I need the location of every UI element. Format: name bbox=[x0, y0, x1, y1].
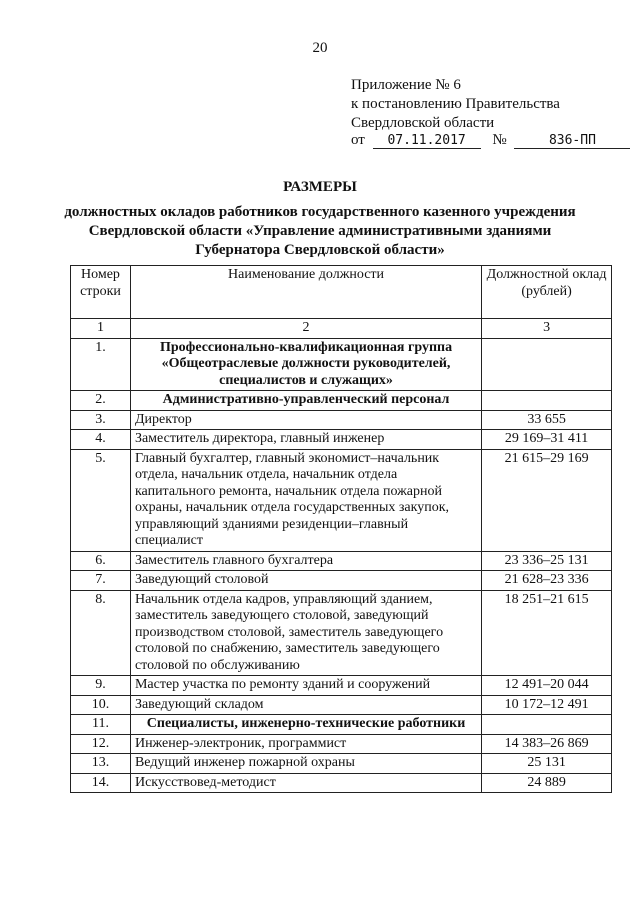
table-row bbox=[71, 430, 612, 450]
column-index-3: 3 bbox=[482, 319, 612, 339]
title-line-3: Свердловской области «Управление административными зданиями bbox=[88, 223, 552, 239]
row-number: 1. bbox=[71, 338, 131, 391]
salary-value: 21 628–23 336 bbox=[482, 571, 612, 591]
row-number: 2. bbox=[71, 391, 131, 411]
position-name: Заместитель главного бухгалтера bbox=[130, 551, 481, 571]
row-number: 14. bbox=[71, 773, 131, 793]
table-header-row bbox=[71, 266, 612, 319]
table-row bbox=[71, 410, 612, 430]
table-row bbox=[71, 773, 612, 793]
position-name: Заместитель директора, главный инженер bbox=[130, 430, 481, 450]
number-sign: № bbox=[492, 132, 507, 148]
salary-value: 10 172–12 491 bbox=[482, 695, 612, 715]
position-name: Ведущий инженер пожарной охраны bbox=[130, 754, 481, 774]
column-index-1: 1 bbox=[71, 319, 131, 339]
page-number: 20 bbox=[312, 40, 328, 56]
row-number: 11. bbox=[71, 715, 131, 735]
position-name: Директор bbox=[130, 410, 481, 430]
position-name: Заведующий столовой bbox=[130, 571, 481, 591]
appendix-line-2: к постановлению Правительства bbox=[351, 96, 560, 112]
title-line-2: должностных окладов работников государственного казенного учреждения bbox=[64, 204, 576, 220]
appendix-block bbox=[351, 76, 560, 133]
column-index-row bbox=[71, 319, 612, 339]
column-index-2: 2 bbox=[130, 319, 481, 339]
salary-value bbox=[482, 715, 612, 735]
table-row bbox=[71, 571, 612, 591]
from-label: от bbox=[351, 132, 365, 148]
salary-value: 21 615–29 169 bbox=[482, 449, 612, 551]
position-name: Искусствовед-методист bbox=[130, 773, 481, 793]
row-number: 12. bbox=[71, 734, 131, 754]
table-row bbox=[71, 734, 612, 754]
table-row bbox=[71, 754, 612, 774]
position-name: Инженер-электроник, программист bbox=[130, 734, 481, 754]
group-heading: Профессионально-квалификационная группа «Общеотраслевые должности руководителей, специалистов и служащих» bbox=[130, 338, 481, 391]
salary-value: 23 336–25 131 bbox=[482, 551, 612, 571]
table-row bbox=[71, 590, 612, 676]
decree-date: 07.11.2017 bbox=[373, 133, 481, 149]
row-number: 5. bbox=[71, 449, 131, 551]
salary-value bbox=[482, 338, 612, 391]
row-number: 13. bbox=[71, 754, 131, 774]
salary-value: 24 889 bbox=[482, 773, 612, 793]
table-row bbox=[71, 676, 612, 696]
appendix-line-1: Приложение № 6 bbox=[351, 77, 461, 93]
position-name: Начальник отдела кадров, управляющий зданием, заместитель заведующего столовой, заведующий производством столовой, заместитель заведующего столовой по снабжению, заместитель заведующего столовой по обслуживанию bbox=[130, 590, 481, 676]
position-name: Заведующий складом bbox=[130, 695, 481, 715]
group-heading: Специалисты, инженерно-технические работники bbox=[130, 715, 481, 735]
salary-value: 18 251–21 615 bbox=[482, 590, 612, 676]
table-row bbox=[71, 551, 612, 571]
decree-number: 836-ПП bbox=[514, 133, 630, 149]
row-number: 7. bbox=[71, 571, 131, 591]
group-heading: Административно-управленческий персонал bbox=[130, 391, 481, 411]
table-row bbox=[71, 338, 612, 391]
row-number: 8. bbox=[71, 590, 131, 676]
salary-table bbox=[70, 265, 612, 793]
title-line-4: Губернатора Свердловской области» bbox=[195, 242, 445, 258]
table-row bbox=[71, 449, 612, 551]
row-number: 6. bbox=[71, 551, 131, 571]
decree-line bbox=[351, 132, 630, 149]
row-number: 4. bbox=[71, 430, 131, 450]
title-line-1: РАЗМЕРЫ bbox=[283, 179, 357, 195]
salary-value: 12 491–20 044 bbox=[482, 676, 612, 696]
document-title bbox=[0, 178, 640, 260]
position-name: Главный бухгалтер, главный экономист–начальник отдела, начальник отдела, начальник отдела капитального ремонта, начальник отдела пожарной охраны, начальник отдела государственных закупок, управляющий зданиями резиденции–главный специалист bbox=[130, 449, 481, 551]
row-number: 10. bbox=[71, 695, 131, 715]
row-number: 3. bbox=[71, 410, 131, 430]
table-row bbox=[71, 695, 612, 715]
salary-value: 33 655 bbox=[482, 410, 612, 430]
salary-value: 29 169–31 411 bbox=[482, 430, 612, 450]
header-position-name: Наименование должности bbox=[130, 266, 481, 319]
salary-value: 25 131 bbox=[482, 754, 612, 774]
position-name: Мастер участка по ремонту зданий и сооружений bbox=[130, 676, 481, 696]
row-number: 9. bbox=[71, 676, 131, 696]
table-row bbox=[71, 715, 612, 735]
header-row-number: Номер строки bbox=[71, 266, 131, 319]
salary-value bbox=[482, 391, 612, 411]
header-salary: Должностной оклад (рублей) bbox=[482, 266, 612, 319]
salary-value: 14 383–26 869 bbox=[482, 734, 612, 754]
appendix-line-3: Свердловской области bbox=[351, 115, 495, 131]
table-row bbox=[71, 391, 612, 411]
